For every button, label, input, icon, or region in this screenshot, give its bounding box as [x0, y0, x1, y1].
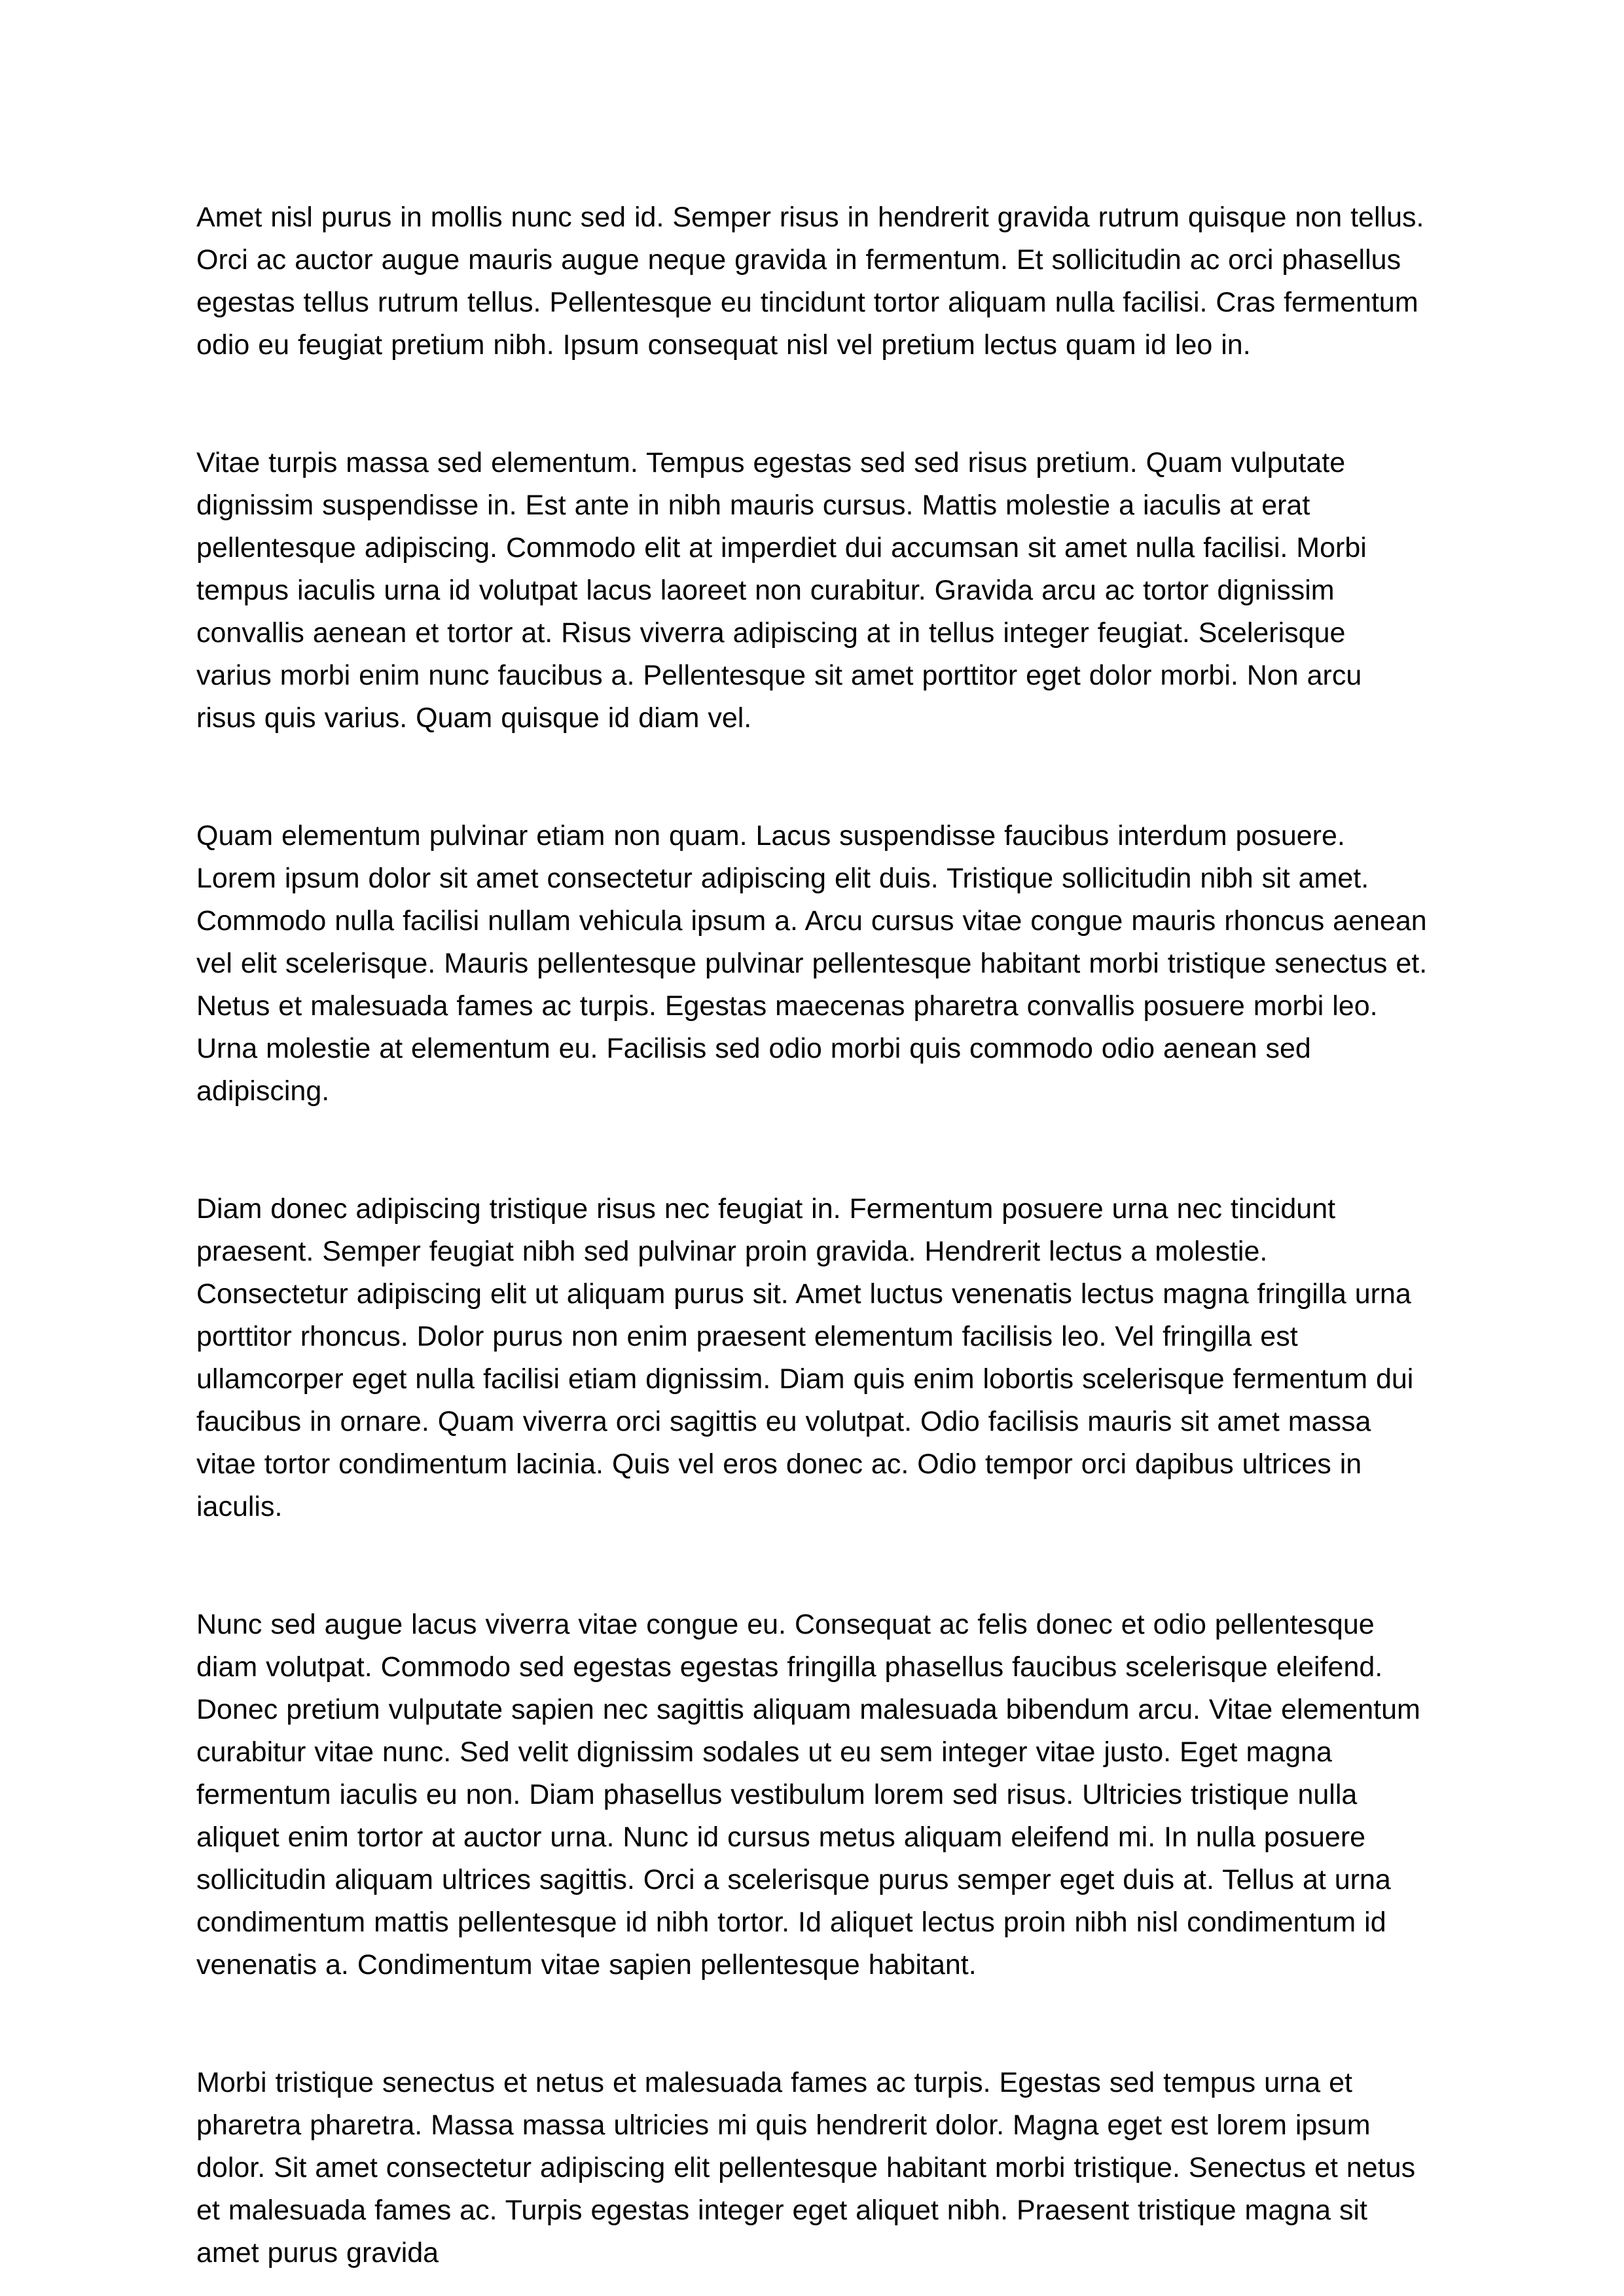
document-body: [196, 196, 1428, 2274]
paragraph-6: Morbi tristique senectus et netus et malesuada fames ac turpis. Egestas sed tempus urna et pharetra pharetra. Massa massa ultricies mi quis hendrerit dolor. Magna eget est lorem ipsum dolor. Sit amet consectetur adipiscing elit pellentesque habitant morbi tristique. Senectus et netus et malesuada fames ac. Turpis egestas integer eget aliquet nibh. Praesent tristique magna sit amet purus gravida: [196, 2067, 1416, 2269]
paragraph-1: Amet nisl purus in mollis nunc sed id. Semper risus in hendrerit gravida rutrum quisque non tellus. Orci ac auctor augue mauris augue neque gravida in fermentum. Et sollicitudin ac orci phasellus egestas tellus rutrum tellus. Pellentesque eu tincidunt tortor aliquam nulla facilisi. Cras fermentum odio eu feugiat pretium nibh. Ipsum consequat nisl vel pretium lectus quam id leo in.: [196, 202, 1424, 361]
paragraph-3: Quam elementum pulvinar etiam non quam. Lacus suspendisse faucibus interdum posuere. Lorem ipsum dolor sit amet consectetur adipiscing elit duis. Tristique sollicitudin nibh sit amet. Commodo nulla facilisi nullam vehicula ipsum a. Arcu cursus vitae congue mauris rhoncus aenean vel elit scelerisque. Mauris pellentesque pulvinar pellentesque habitant morbi tristique senectus et. Netus et malesuada fames ac turpis. Egestas maecenas pharetra convallis posuere morbi leo. Urna molestie at elementum eu. Facilisis sed odio morbi quis commodo odio aenean sed adipiscing.: [196, 820, 1428, 1107]
paragraph-2: Vitae turpis massa sed elementum. Tempus egestas sed sed risus pretium. Quam vulputate dignissim suspendisse in. Est ante in nibh mauris cursus. Mattis molestie a iaculis at erat pellentesque adipiscing. Commodo elit at imperdiet dui accumsan sit amet nulla facilisi. Morbi tempus iaculis urna id volutpat lacus laoreet non curabitur. Gravida arcu ac tortor dignissim convallis aenean et tortor at. Risus viverra adipiscing at in tellus integer feugiat. Scelerisque varius morbi enim nunc faucibus a. Pellentesque sit amet porttitor eget dolor morbi. Non arcu risus quis varius. Quam quisque id diam vel.: [196, 447, 1367, 734]
paragraph-4: Diam donec adipiscing tristique risus nec feugiat in. Fermentum posuere urna nec tincidunt praesent. Semper feugiat nibh sed pulvinar proin gravida. Hendrerit lectus a molestie. Consectetur adipiscing elit ut aliquam purus sit. Amet luctus venenatis lectus magna fringilla urna porttitor rhoncus. Dolor purus non enim praesent elementum facilisis leo. Vel fringilla est ullamcorper eget nulla facilisi etiam dignissim. Diam quis enim lobortis scelerisque fermentum dui faucibus in ornare. Quam viverra orci sagittis eu volutpat. Odio facilisis mauris sit amet massa vitae tortor condimentum lacinia. Quis vel eros donec ac. Odio tempor orci dapibus ultrices in iaculis.: [196, 1193, 1414, 1522]
paragraph-5: Nunc sed augue lacus viverra vitae congue eu. Consequat ac felis donec et odio pellentesque diam volutpat. Commodo sed egestas egestas fringilla phasellus faucibus scelerisque eleifend. Donec pretium vulputate sapien nec sagittis aliquam malesuada bibendum arcu. Vitae elementum curabitur vitae nunc. Sed velit dignissim sodales ut eu sem integer vitae justo. Eget magna fermentum iaculis eu non. Diam phasellus vestibulum lorem sed risus. Ultricies tristique nulla aliquet enim tortor at auctor urna. Nunc id cursus metus aliquam eleifend mi. In nulla posuere sollicitudin aliquam ultrices sagittis. Orci a scelerisque purus semper eget duis at. Tellus at urna condimentum mattis pellentesque id nibh tortor. Id aliquet lectus proin nibh nisl condimentum id venenatis a. Condimentum vitae sapien pellentesque habitant.: [196, 1609, 1420, 1981]
